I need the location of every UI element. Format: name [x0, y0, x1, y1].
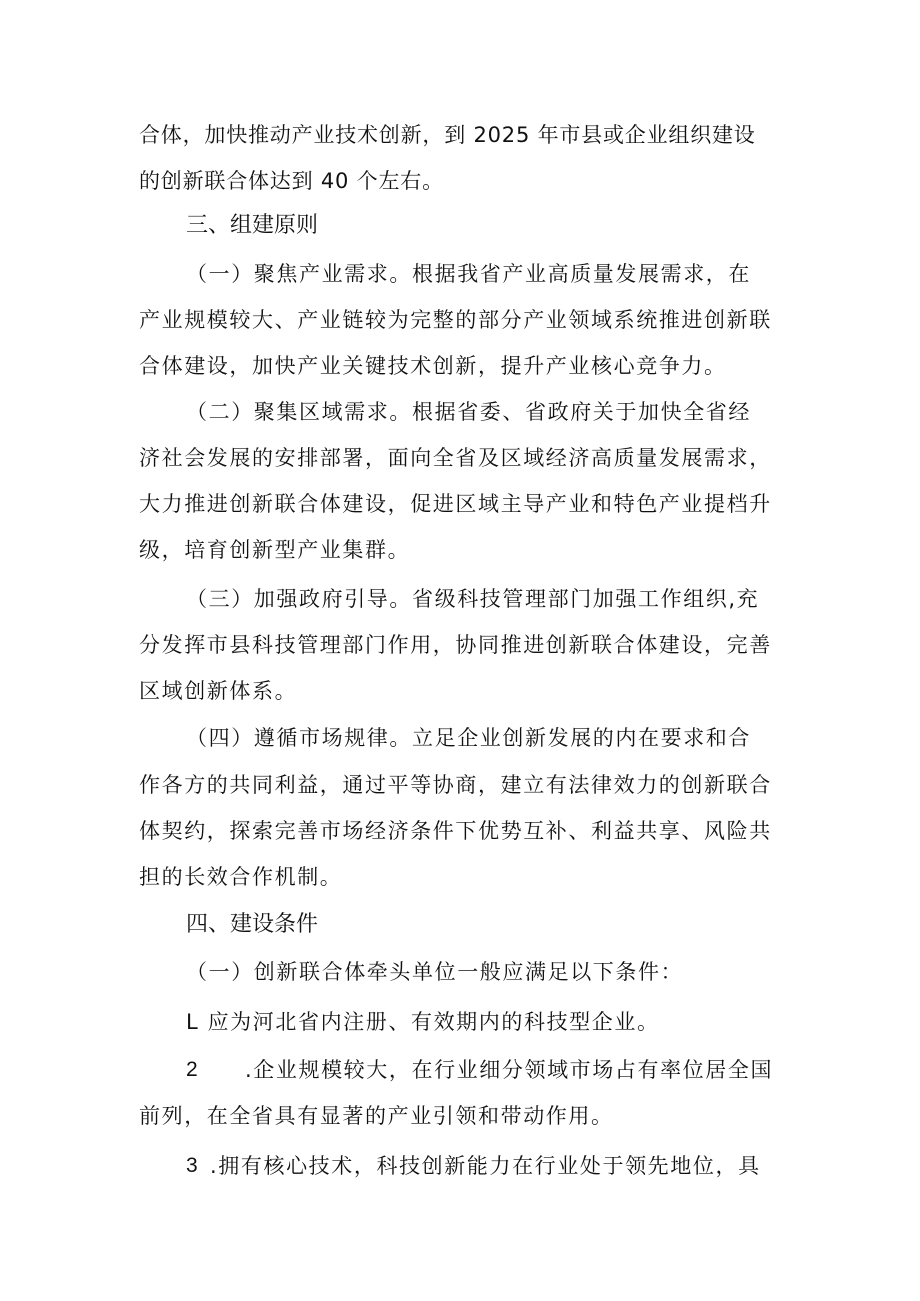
body-line: （一）聚焦产业需求。根据我省产业高质量发展需求，在 — [186, 262, 751, 286]
body-line: 大力推进创新联合体建设，促进区域主导产业和特色产业提档升 — [139, 492, 772, 516]
body-line: .企业规模较大，在行业细分领域市场占有率位居全国 — [245, 1058, 774, 1082]
list-number: 3 — [186, 1154, 198, 1177]
body-line: 前列，在全省具有显著的产业引领和带动作用。 — [139, 1104, 614, 1128]
body-line: 担的长效合作机制。 — [139, 865, 343, 889]
body-line: （三）加强政府引导。省级科技管理部门加强工作组织,充 — [186, 587, 760, 611]
body-line: .拥有核心技术，科技创新能力在行业处于领先地位，具 — [210, 1154, 761, 1178]
list-number: 2 — [186, 1058, 198, 1081]
section-heading: 四、建设条件 — [186, 912, 319, 937]
body-line: 的创新联合体达到 40 个左右。 — [139, 169, 444, 193]
body-line: （二）聚集区域需求。根据省委、省政府关于加快全省经 — [186, 400, 751, 424]
body-line: 合体，加快推动产业技术创新，到 2025 年市县或企业组织建设 — [139, 123, 756, 147]
body-line: 体契约，探索完善市场经济条件下优势互补、利益共享、风险共 — [139, 819, 772, 843]
body-line: 区域创新体系。 — [139, 679, 298, 703]
body-line: （一）创新联合体牵头单位一般应满足以下条件： — [186, 960, 684, 984]
body-line: 作各方的共同利益，通过平等协商，建立有法律效力的创新联合 — [139, 773, 772, 797]
body-line: 济社会发展的安排部署，面向全省及区域经济高质量发展需求， — [139, 446, 772, 470]
section-heading: 三、组建原则 — [186, 213, 319, 238]
body-line: L 应为河北省内注册、有效期内的科技型企业。 — [186, 1010, 660, 1034]
body-line: （四）遵循市场规律。立足企业创新发展的内在要求和合 — [186, 726, 751, 750]
body-line: 产业规模较大、产业链较为完整的部分产业领域系统推进创新联 — [139, 308, 772, 332]
body-line: 合体建设，加快产业关键技术创新，提升产业核心竞争力。 — [139, 354, 727, 378]
body-line: 分发挥市县科技管理部门作用，协同推进创新联合体建设，完善 — [139, 633, 772, 657]
body-line: 级，培育创新型产业集群。 — [139, 538, 411, 562]
